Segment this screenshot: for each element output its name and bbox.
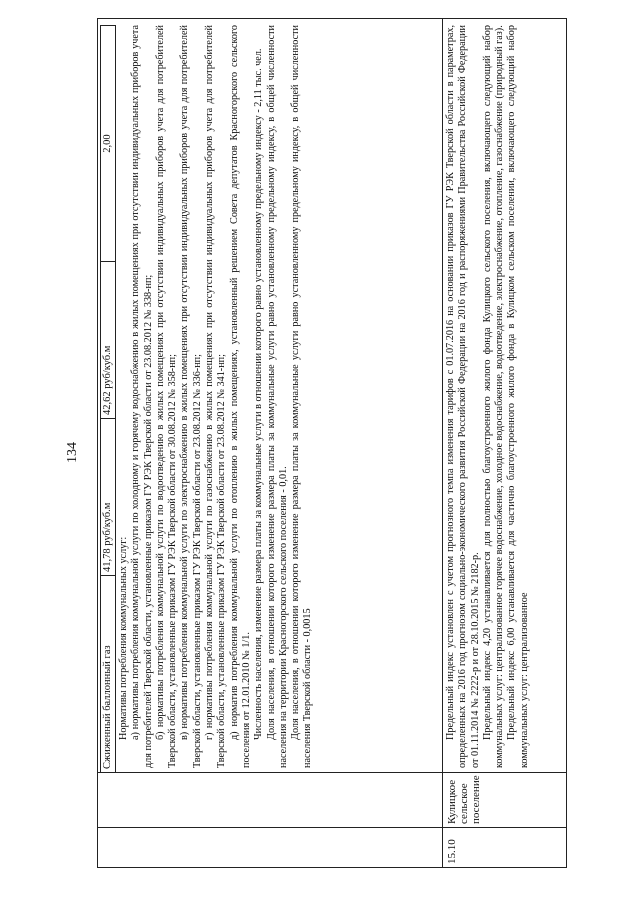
paragraph: в) нормативы потребления коммунальной услуги по электроснабжению в жилых помещениях при отсутствии индивидуальных приборов учета для потребителей Тверской области, установленные приказом ГУ РЭК Тверской области от 23.08.2012 № 336-нп; (179, 25, 203, 768)
page-number: 134 (65, 442, 80, 463)
settlement-name: Кулицкое сельское поселение (443, 772, 566, 827)
tariff-service: Сжиженный баллонный газ (101, 575, 115, 772)
row-content (98, 19, 442, 772)
paragraph: Предельный индекс 6,00 устанавливается для частично благоустроенного жилого фонда в Кулицком сельском поселении, включающего следующий набор коммунальных услуг: централизованное (506, 25, 530, 768)
main-table (97, 18, 567, 868)
paragraph: г) нормативы потребления коммунальной услуги по газоснабжению в жилых помещениях при отсутствии индивидуальных приборов учета для потребителей Тверской области, установленные приказом ГУ РЭК Тверской области от 23.08.2012 № 341-нп; (204, 25, 228, 768)
paragraph: Предельный индекс 4,20 устанавливается для полностью благоустроенного жилого фонда Кулицкого сельского поселения, включающего следующий набор коммунальных услуг: централизованное горячее водоснабжение, холодное водоснабжение, водоотведение, электроснабжение, отопление, газоснабжение (природный газ). (481, 25, 506, 768)
row-content (443, 19, 566, 772)
settlement-name (98, 772, 442, 827)
table-row (98, 19, 443, 867)
table-row (443, 19, 566, 867)
paragraph: Доля населения, в отношении которого изменение размера платы за коммунальные услуги равно установленному предельному индексу, в общей численности населения Тверской области - 0,0015 (290, 25, 314, 768)
paragraph: б) нормативы потребления коммунальной услуги по водоотведению в жилых помещениях при отсутствии индивидуальных приборов учета для потребителей Тверской области, установленные приказом ГУ РЭК Тверской области от 30.08.2012 № 358-нп; (154, 25, 179, 768)
tariff-change: 2,00 (102, 134, 113, 153)
paragraph: Доля населения, в отношении которого изменение размера платы за коммунальные услуги равно установленному предельному индексу, в общей численности населения на территории Красногорского сельского поселения - 0,01. (265, 25, 289, 768)
tariff-subtable (100, 25, 116, 773)
tariff-new: 42,62 руб/куб.м (101, 261, 115, 418)
row-number: 15.10 (443, 827, 566, 867)
tariff-old: 41,78 руб/куб.м (101, 418, 115, 575)
row-number (98, 827, 442, 867)
rotated-page (55, 18, 585, 868)
paragraph: д) норматив потребления коммунальной услуги по отоплению в жилых помещениях, установленный решением Совета депутатов Красногорского сельского поселения от 12.01.2010 № 1/1. (228, 25, 252, 768)
paragraph: а) нормативы потребления коммунальной услуги по холодному и горячему водоснабжению в жилых помещениях при отсутствии индивидуальных приборов учета для потребителей Тверской области, установленные приказом ГУ РЭК Тверской области от 23.08.2012 № 338-нп; (130, 25, 154, 768)
paragraph: Нормативы потребления коммунальных услуг: (118, 536, 129, 740)
paragraph: Численность населения, изменение размера платы за коммунальные услуги в отношении которого равно установленному предельному индексу - 2,11 тыс. чел. (253, 48, 265, 740)
paragraph: Предельный индекс установлен с учетом прогнозного темпа изменения тарифов с 01.07.2016 на основании приказов ГУ РЭК Тверской области в параметрах, определенных на 2016 год прогнозом социально-экономического развития Российской Федерации на 2016 год и распоряжениями Правительства Российской Федерации от 01.11.2014 № 2222-р и от 28.10.2015 № 2182-р. (445, 25, 481, 768)
